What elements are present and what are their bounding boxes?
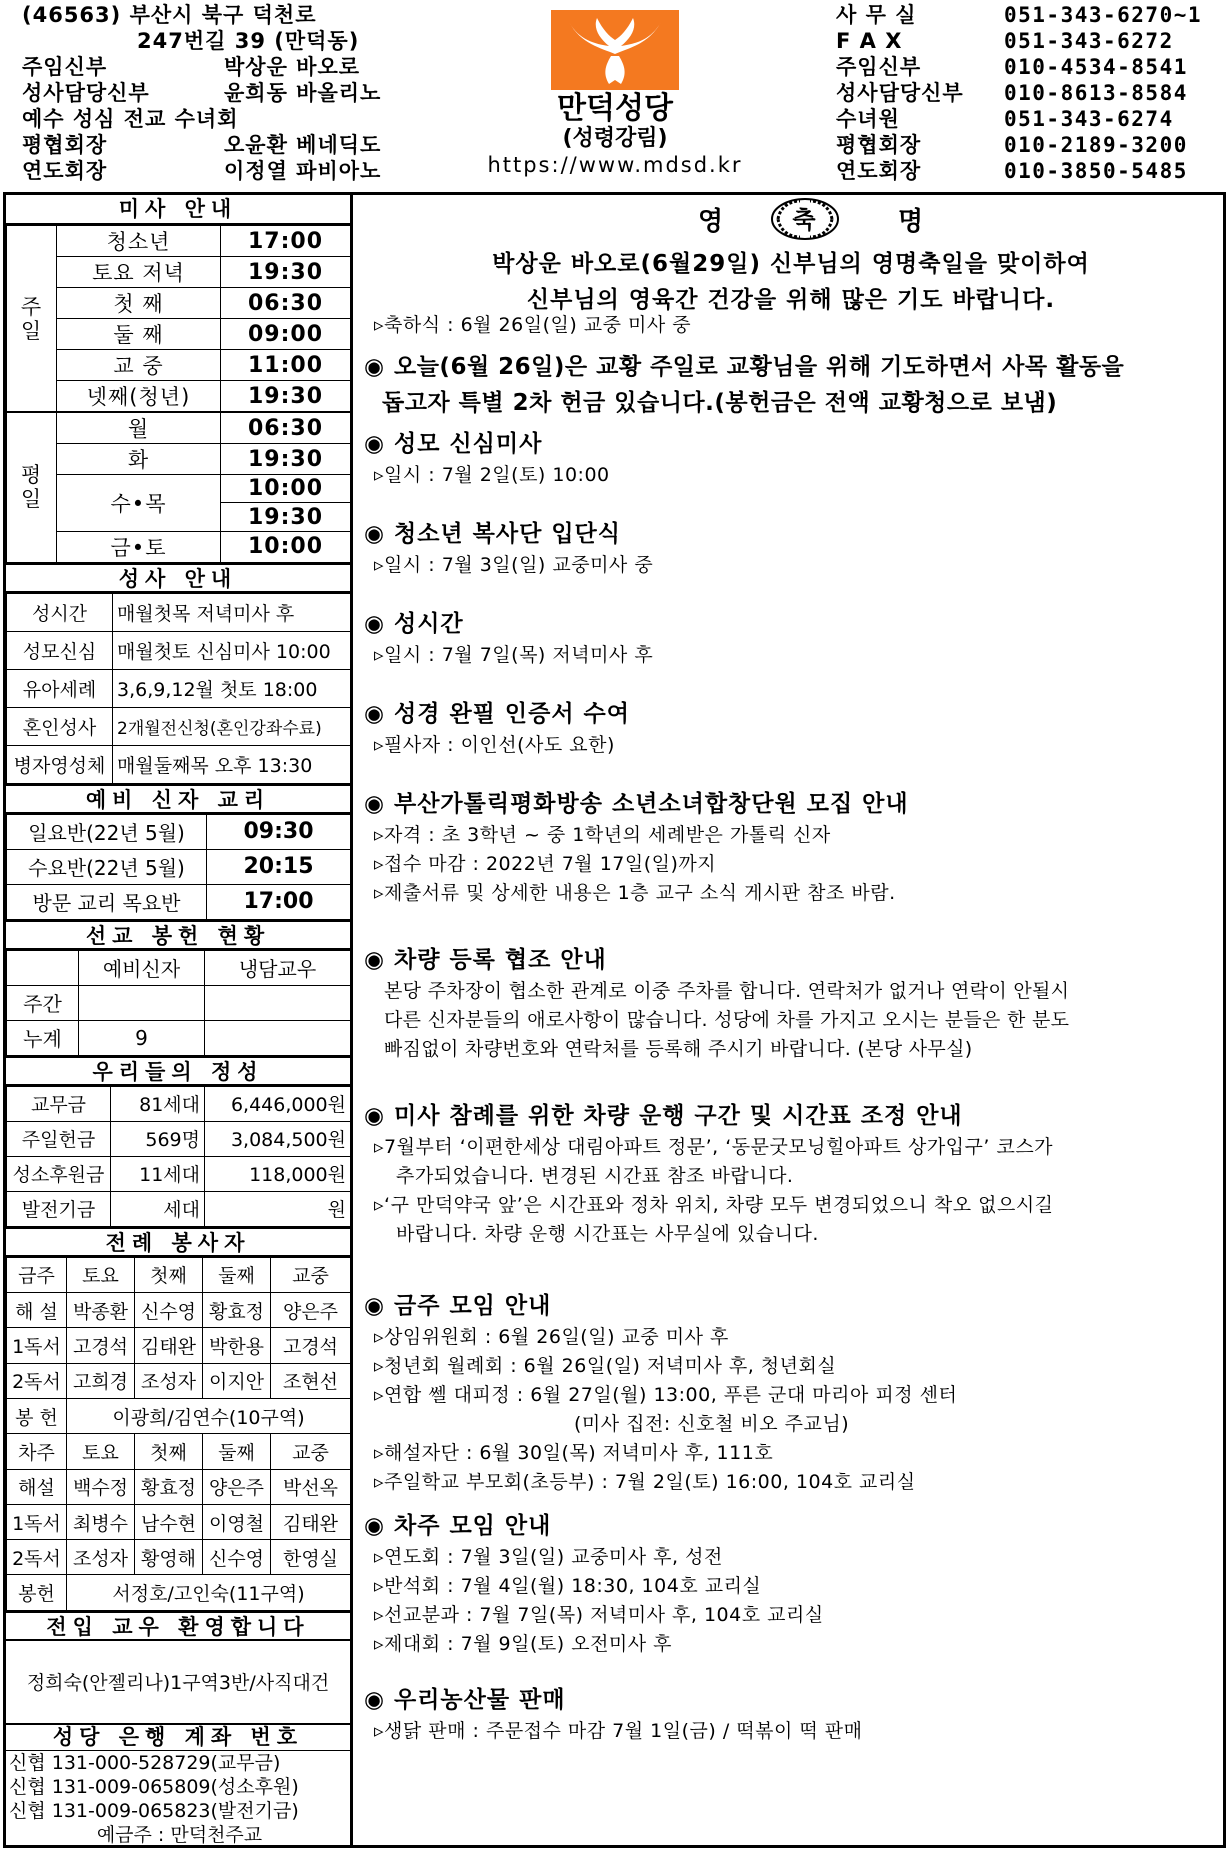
table-row: 교무금 81세대 6,446,000원	[7, 1086, 351, 1121]
staff-row: 주임신부 박상운 바오로	[22, 55, 361, 79]
table-row: 수요반(22년 5월) 20:15	[7, 849, 351, 884]
account-holder: 예금주 : 만덕천주교	[96, 1823, 263, 1846]
bank-title: 성당 은행 계좌 번호	[6, 1725, 350, 1751]
weekday-label: 평일	[7, 412, 57, 562]
staff-row: 연도회장 이정열 파비아노	[22, 159, 382, 183]
mission-table	[6, 950, 351, 1056]
bank-account: 신협 131-000-528729(교무금)	[9, 1751, 281, 1774]
left-column	[6, 195, 350, 1845]
contact-row: 사 무 실 051-343-6270~1	[836, 3, 1203, 27]
contact-row: 연도회장 010-3850-5485	[836, 159, 1188, 183]
table-row: 병자영성체 매월둘째목 오후 13:30	[7, 745, 351, 783]
sacrament-table	[6, 593, 351, 784]
notice-produce: ◉ 우리농산물 판매 ▹생닭 판매 : 주문접수 마감 7월 1일(금) / 떡볶이 떡 판매	[364, 1687, 863, 1742]
parish-logo	[480, 10, 750, 190]
table-row: 유아세례 3,6,9,12월 첫토 18:00	[7, 669, 351, 707]
table-row: 1독서 고경석 김태완 박한용 고경석	[7, 1328, 351, 1363]
parish-subtitle: (성령강림)	[562, 126, 668, 151]
bank-accounts	[6, 1751, 350, 1847]
notice-item: ◉ 청소년 복사단 입단식 ▹일시 : 7월 3일(일) 교중미사 중	[364, 521, 654, 576]
notice-item: ◉ 성경 완필 인증서 수여 ▹필사자 : 이인선(사도 요한)	[364, 701, 630, 756]
dove-flame-logo-icon	[551, 10, 679, 90]
sacrament-title: 성사 안내	[6, 563, 350, 593]
notice-shuttle: ◉ 미사 참례를 위한 차량 운행 구간 및 시간표 조정 안내 ▹7월부터 ‘이편한세상 대림아파트 정문’, ‘동문굿모닝힐아파트 상가입구’ 코스가 추가되었습니다. 변경된 시간표 참조 바랍니다. ▹‘구 만덕약국 앞’은 시간표와 정차 위치, 차량 모두 변경되었으니 착오 없으시길 바랍니다. 차량 운행 시간표는 사무실에 있습니다.	[364, 1103, 1054, 1245]
contact-row: 주임신부 010-4534-8541	[836, 55, 1188, 79]
notice-this-week: ◉ 금주 모임 안내 ▹상임위원회 : 6월 26일(일) 교중 미사 후 ▹청년회 월례회 : 6월 26일(일) 저녁미사 후, 청년회실 ▹연합 쎌 대피정 : 6월 27일(월) 13:00, 푸른 군대 마리아 피정 센터 (미사 집전: 신호철 비오 주교님) ▹해설자단 : 6월 30일(목) 저녁미사 후, 111호 ▹주일학교 부모회(초등부) : 7월 2일(토) 16:00, 104호 교리실	[364, 1293, 958, 1493]
bank-account: 신협 131-009-065809(성소후원)	[9, 1775, 299, 1798]
table-row: 2독서 고희경 조성자 이지안 조현선	[7, 1363, 351, 1398]
table-row: 교 중 11:00	[7, 350, 351, 381]
table-row: 발전기금 세대 원	[7, 1191, 351, 1226]
staff-row: 예수 성심 전교 수녀회	[22, 107, 239, 131]
notice-parking: ◉ 차량 등록 협조 안내 본당 주차장이 협소한 관계로 이중 주차를 합니다. 연락처가 없거나 연락이 안될시 다른 신자분들의 애로사항이 많습니다. 성당에 차를 가지고 오시는 분들은 한 분도 빠짐없이 차량번호와 연락처를 등록해 주시기 바랍니다. (본당 사무실)	[364, 947, 1070, 1060]
notice-item: ◉ 부산가톨릭평화방송 소년소녀합창단원 모집 안내 ▹자격 : 초 3학년 ~ 중 1학년의 세례받은 가톨릭 신자 ▹접수 마감 : 2022년 7월 17일(일)까지 ▹제출서류 및 상세한 내용은 1층 교구 소식 게시판 참조 바람.	[364, 791, 909, 904]
contact-row: F A X 051-343-6272	[836, 29, 1174, 53]
notice-next-week: ◉ 차주 모임 안내 ▹연도회 : 7월 3일(일) 교중미사 후, 성전 ▹반석회 : 7월 4일(월) 18:30, 104호 교리실 ▹선교분과 : 7월 7일(목) 저녁미사 후, 104호 교리실 ▹제대회 : 7월 9일(토) 오전미사 후	[364, 1513, 824, 1655]
table-row: 토요 저녁 19:30	[7, 257, 351, 288]
staff-row: 성사담당신부 윤희동 바올리노	[22, 81, 382, 105]
table-row: 1독서 최병수 남수현 이영철 김태완	[7, 1504, 351, 1539]
catechism-title: 예비 신자 교리	[6, 784, 350, 814]
table-row: 넷째(청년) 19:30	[7, 381, 351, 413]
parish-name: 만덕성당	[557, 91, 673, 126]
liturgy-title: 전례 봉사자	[6, 1227, 350, 1257]
mass-schedule-table	[6, 225, 351, 563]
laurel-seal-icon	[770, 197, 840, 241]
address-line-2: 247번길 39 (만덕동)	[137, 29, 360, 53]
mass-schedule-title: 미사 안내	[6, 195, 350, 225]
table-row: 봉 헌 이광희/김연수(10구역)	[7, 1398, 351, 1433]
table-row: 주일 청소년 17:00	[7, 226, 351, 257]
contact-row: 수녀원 051-343-6274	[836, 107, 1174, 131]
table-row: 봉헌 서정호/고인숙(11구역)	[7, 1575, 351, 1610]
bulletin-body	[3, 192, 1226, 1848]
mission-title: 선교 봉헌 현황	[6, 920, 350, 950]
contact-list	[836, 2, 1216, 184]
feast-detail: ▹축하식 : 6월 26일(일) 교중 미사 중	[374, 314, 692, 336]
table-row: 19:30	[7, 503, 351, 531]
bank-account: 신협 131-009-065823(발전기금)	[9, 1799, 299, 1822]
table-row: 해 설 박종환 신수영 황효정 양은주	[7, 1293, 351, 1328]
table-row: 주간	[7, 985, 351, 1020]
offering-table	[6, 1086, 351, 1227]
svg-text:축: 축	[792, 206, 818, 234]
bulletin-header	[0, 0, 1229, 192]
feast-line: 박상운 바오로(6월29일) 신부님의 영명축일을 맞이하여	[492, 251, 1090, 277]
notice-item: ◉ 성시간 ▹일시 : 7월 7일(목) 저녁미사 후	[364, 611, 654, 666]
table-row: 일요반(22년 5월) 09:30	[7, 814, 351, 849]
table-row: 금•토 10:00	[7, 531, 351, 562]
table-row: 2독서 조성자 황영해 신수영 한영실	[7, 1540, 351, 1575]
offering-title: 우리들의 정성	[6, 1056, 350, 1086]
notice-pope-sunday: ◉ 오늘(6월 26일)은 교황 주일로 교황님을 위해 기도하면서 사목 활동을 돕고자 특별 2차 헌금 있습니다.(봉헌금은 전액 교황청으로 보냄)	[364, 354, 1125, 416]
staff-row: 평협회장 오윤환 베네딕도	[22, 133, 382, 157]
table-row: 해설 백수정 황효정 양은주 박선옥	[7, 1469, 351, 1504]
right-column: 영 축 명 박상운 바오로(6월29일) 신부님의 영명축일을 맞이하여 신부님의 영육간 건강을 위해 많은 기도 바랍니다. ▹축하식 : 6월 26일(일) 교중 미사 중 ◉ 오늘(6월 26일)은 교황 주일로 교황님을 위해 기도하면서 사목 활동을 돕고자 특별 2차 헌금 있습니다.(봉헌금은 전액 교황청으로 보냄) ◉ 성모 신심미사 ▹일시 : 7월 2일(토) 10:00 ◉ 청소년 복사단 입단식 ▹일시 : 7월 3일(일) 교중미사 중 ◉ 성시간 ▹일시 : 7월 7일(목) 저녁미사 후 ◉ 성경 완필 인증서 수여 ▹필사자 : 이인선(사도 요한) ◉ 부산가톨릭평화방송 소년소녀합창단원 모집 안내 ▹자격 : 초 3학년 ~ 중 1학년의 세례받은 가톨릭 신자 ▹접수 마감 : 2022년 7월 17일(일)까지 ▹제출서류 및 상세한 내용은 1층 교구 소식 게시판 참조 바람. ◉ 차량 등록 협조 안내 본당 주차장이 협소한 관계로 이중 주차를 합니다. 연락처가 없거나 연락이 안될시 다른 신자분들의 애로사항이 많습니다. 성당에 차를 가지고 오시는 분들은 한 분도 빠짐없이 차량번호와 연락처를 등록해 주시기 바랍니다. (본당 사무실) ◉ 미사 참례를 위한 차량 운행 구간 및 시간표 조정 안내 ▹7월부터 ‘이편한세상 대림아파트 정문’, ‘동문굿모닝힐아파트 상가입구’ 코스가 추가되었습니다. 변경된 시간표 참조 바랍니다. ▹‘구 만덕약국 앞’은 시간표와 정차 위치, 차량 모두 변경되었으니 착오 없으시길 바랍니다. 차량 운행 시간표는 사무실에 있습니다. ◉ 금주 모임 안내 ▹상임위원회 : 6월 26일(일) 교중 미사 후 ▹청년회 월례회 : 6월 26일(일) 저녁미사 후, 청년회실 ▹연합 쎌 대피정 : 6월 27일(월) 13:00, 푸른 군대 마리아 피정 센터 (미사 집전: 신호철 비오 주교님) ▹해설자단 : 6월 30일(목) 저녁미사 후, 111호 ▹주일학교 부모회(초등부) : 7월 2일(토) 16:00, 104호 교리실 ◉ 차주 모임 안내 ▹연도회 : 7월 3일(일) 교중미사 후, 성전 ▹반석회 : 7월 4일(월) 18:30, 104호 교리실 ▹선교분과 : 7월 7일(목) 저녁미사 후, 104호 교리실 ▹제대회 : 7월 9일(토) 오전미사 후 ◉ 우리농산물 판매 ▹생닭 판매 : 주문접수 마감 7월 1일(금) / 떡볶이 떡 판매	[358, 195, 1224, 1845]
table-row: 방문 교리 목요반 17:00	[7, 884, 351, 919]
table-row: 차주 토요 첫째 둘째 교중	[7, 1434, 351, 1469]
table-row: 첫 째 06:30	[7, 288, 351, 319]
table-row: 혼인성사 2개월전신청(혼인강좌수료)	[7, 707, 351, 745]
feast-line: 신부님의 영육간 건강을 위해 많은 기도 바랍니다.	[526, 287, 1056, 313]
table-row: 성소후원금 11세대 118,000원	[7, 1156, 351, 1191]
sunday-label: 주일	[7, 226, 57, 413]
parish-info	[22, 2, 502, 184]
notice-item: ◉ 성모 신심미사 ▹일시 : 7월 2일(토) 10:00	[364, 431, 610, 486]
table-row: 금주 토요 첫째 둘째 교중	[7, 1257, 351, 1292]
table-row: 수•목 10:00	[7, 475, 351, 503]
address-line-1: (46563) 부산시 북구 덕천로	[22, 3, 317, 27]
table-row: 화 19:30	[7, 444, 351, 475]
table-row: 성시간 매월첫목 저녁미사 후	[7, 593, 351, 631]
liturgy-table	[6, 1257, 351, 1611]
table-row: 평일 월 06:30	[7, 412, 351, 444]
table-row: 둘 째 09:00	[7, 319, 351, 350]
contact-row: 성사담당신부 010-8613-8584	[836, 81, 1188, 105]
table-row: 예비신자 냉담교우	[7, 950, 351, 985]
table-row: 누계 9	[7, 1020, 351, 1055]
welcome-text: 정희숙(안젤리나)1구역3반/사직대건	[6, 1641, 350, 1725]
table-row: 성모신심 매월첫토 신심미사 10:00	[7, 631, 351, 669]
table-row: 주일헌금 569명 3,084,500원	[7, 1121, 351, 1156]
parish-url[interactable]: https://www.mdsd.kr	[487, 153, 743, 177]
contact-row: 평협회장 010-2189-3200	[836, 133, 1188, 157]
catechism-table	[6, 814, 351, 920]
welcome-title: 전입 교우 환영합니다	[6, 1611, 350, 1641]
